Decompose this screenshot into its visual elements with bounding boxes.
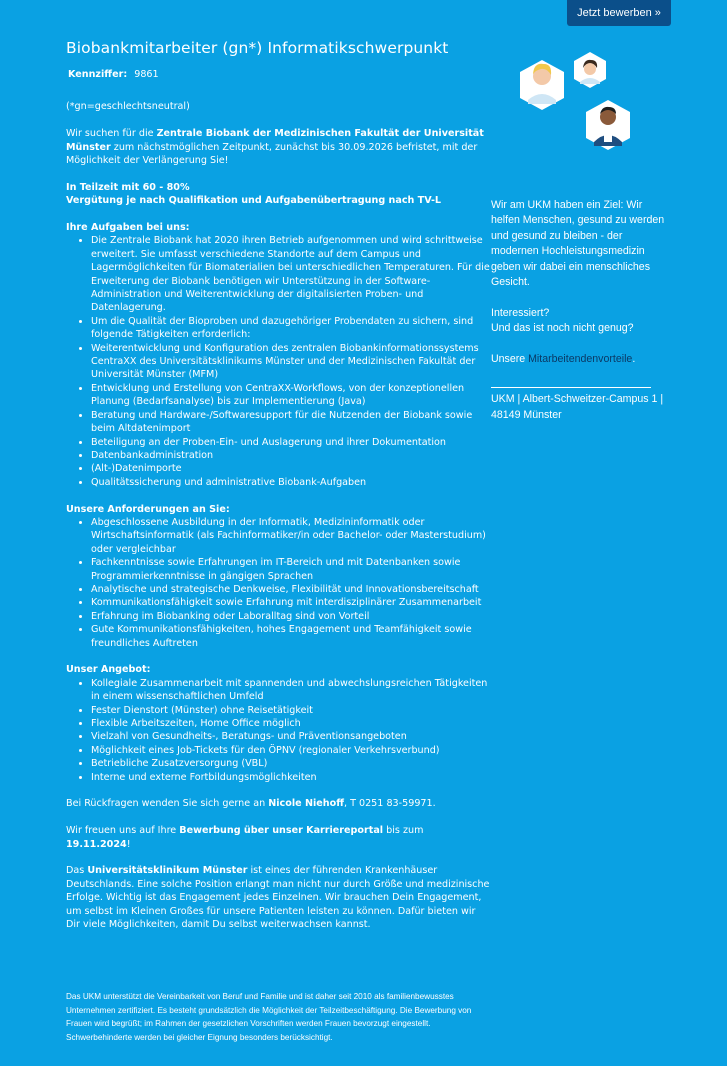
contact-text: Bei Rückfragen wenden Sie sich gerne an Nicole Niehoff, T 0251 83-59971.: [66, 798, 436, 810]
offer-list: [66, 677, 490, 784]
staff-illustration: [520, 48, 640, 164]
reference-value: 9861: [134, 69, 159, 80]
list-item: • Erfahrung im Biobanking oder Laboralltag sind von Vorteil: [91, 610, 490, 623]
list-item: • Beratung und Hardware-/Softwaresupport für die Nutzenden der Biobank sowie beim Altdatenimport: [91, 409, 490, 436]
list-item: • Analytische und strategische Denkweise, Flexibilität und Innovationsbereitschaft: [91, 583, 490, 596]
conditions: [66, 181, 490, 208]
question-interested: Interessiert?: [491, 306, 550, 319]
list-item: • Möglichkeit eines Job-Tickets für den ÖPNV (regionaler Verkehrsverbund): [91, 744, 490, 757]
list-item: • Weiterentwicklung und Konfiguration des zentralen Biobankinformationssystems CentraXX des Universitätsklinikums Münster und der Medizinischen Fakultät der Universität Münster (MFM): [91, 342, 490, 382]
reference-label: Kennziffer:: [68, 69, 128, 80]
list-item: • Flexible Arbeitszeiten, Home Office möglich: [91, 717, 490, 730]
contact-name: Nicole Niehoff: [268, 798, 344, 810]
application-text: Wir freuen uns auf Ihre Bewerbung über unser Karriereportal bis zum 19.11.2024!: [66, 825, 424, 850]
list-item: • Betriebliche Zusatzversorgung (VBL): [91, 757, 490, 770]
sidebar: [491, 198, 671, 423]
divider: [491, 387, 651, 388]
gender-note: (*gn=geschlechtsneutral): [66, 101, 190, 113]
deadline-date: 19.11.2024: [66, 838, 127, 850]
list-item: • Entwicklung und Erstellung von CentraXX-Workflows, von der konzeptionellen Planung (Bedarfsanalyse) bis zur Implementierung (Java): [91, 382, 490, 409]
footer-note: Das UKM unterstützt die Vereinbarkeit von Beruf und Familie und ist daher seit 2010 als familienbewusstes Unternehmen zertifiziert. Es besteht grundsätzlich die Möglichkeit der Teilzeitbeschäftigung. Die Bewerbung von Frauen wird begrüßt; im Rahmen der gesetzlichen Vorschriften werden Frauen bevorzugt eingestellt. Schwerbehinderte werden bei gleicher Eignung besonders berücksichtigt.: [66, 992, 472, 1042]
tasks-list: [66, 234, 490, 489]
career-portal-link[interactable]: Bewerbung über unser Karriereportal: [179, 825, 384, 837]
list-item: • Interne und externe Fortbildungsmöglichkeiten: [91, 771, 490, 784]
list-item: • Vielzahl von Gesundheits-, Beratungs- und Präventionsangeboten: [91, 730, 490, 743]
benefits-text: Unsere Mitarbeitendenvorteile.: [491, 353, 636, 366]
list-item: • (Alt-)Datenimporte: [91, 462, 490, 475]
job-title: Biobankmitarbeiter (gn*) Informatikschwerpunkt: [66, 39, 449, 57]
benefits-link[interactable]: Mitarbeitendenvorteile: [528, 353, 633, 366]
conditions-salary: Vergütung je nach Qualifikation und Aufgabenübertragung nach TV-L: [66, 195, 442, 207]
requirements-title: Unsere Anforderungen an Sie:: [66, 503, 230, 515]
list-item: • Kommunikationsfähigkeit sowie Erfahrung mit interdisziplinärer Zusammenarbeit: [91, 596, 490, 609]
list-item: • Fester Dienstort (Münster) ohne Reisetätigkeit: [91, 704, 490, 717]
intro-text: Wir suchen für die Zentrale Biobank der Medizinischen Fakultät der Universität Münster zum nächstmöglichen Zeitpunkt, zunächst bis 30.09.2026 befristet, mit der Möglichkeit der Verlängerung Sie!: [66, 128, 484, 167]
list-item: • Gute Kommunikationsfähigkeiten, hohes Engagement und Teamfähigkeit sowie freundliches Auftreten: [91, 623, 490, 650]
reference-number: [68, 68, 490, 81]
offer-title: Unser Angebot:: [66, 664, 151, 676]
question-more: Und das ist noch nicht genug?: [491, 322, 634, 335]
tasks-title: Ihre Aufgaben bei uns:: [66, 222, 190, 234]
address-text: UKM | Albert-Schweitzer-Campus 1 | 48149 Münster: [491, 393, 664, 421]
list-item: • Abgeschlossene Ausbildung in der Informatik, Medizininformatik oder Wirtschaftsinformatik (als Fachinformatiker/in oder Bachelor- oder Masterstudium) oder vergleichbar: [91, 516, 490, 556]
list-item: • Um die Qualität der Bioproben und dazugehöriger Probendaten zu sichern, sind folgende Tätigkeiten erforderlich:: [91, 315, 490, 342]
list-item: • Beteiligung an der Proben-Ein- und Auslagerung und ihrer Dokumentation: [91, 436, 490, 449]
list-item: • Die Zentrale Biobank hat 2020 ihren Betrieb aufgenommen und wird schrittweise erweitert. Sie umfasst verschiedene Standorte auf dem Campus und Lagermöglichkeiten für Biomaterialien bei unterschiedlichen Temperaturen. Für die Erweiterung der Biobank benötigen wir Unterstützung in der Software-Administration und Weiterentwicklung der digitalisierten Proben- und Datenlagerung.: [91, 234, 490, 314]
conditions-hours: In Teilzeit mit 60 - 80%: [66, 181, 190, 193]
list-item: • Datenbankadministration: [91, 449, 490, 462]
requirements-list: [66, 516, 490, 650]
list-item: • Kollegiale Zusammenarbeit mit spannenden und abwechslungsreichen Tätigkeiten in einem wissenschaftlichen Umfeld: [91, 677, 490, 704]
about-text: Das Universitätsklinikum Münster ist eines der führenden Krankenhäuser Deutschlands. Eine solche Position erlangt man nicht nur durch Größe und medizinische Erfolge. Wichtig ist das Engagement jedes Einzelnen. Wir brauchen Dein Engagement, um selbst im Kleinen Großes für unsere Patienten leisten zu können. Dafür bieten wir Dir viele Möglichkeiten, damit Du selbst weiterwachsen kannst.: [66, 865, 490, 931]
apply-button[interactable]: Jetzt bewerben »: [567, 0, 671, 26]
job-posting: [66, 38, 490, 945]
mission-text: Wir am UKM haben ein Ziel: Wir helfen Menschen, gesund zu werden und gesund zu bleiben - der modernen Hochleistungsmedizin geben wir dabei ein menschliches Gesicht.: [491, 199, 665, 289]
list-item: • Qualitätssicherung und administrative Biobank-Aufgaben: [91, 476, 490, 489]
list-item: • Fachkenntnisse sowie Erfahrungen im IT-Bereich und mit Datenbanken sowie Programmierkenntnisse in gängigen Sprachen: [91, 556, 490, 583]
